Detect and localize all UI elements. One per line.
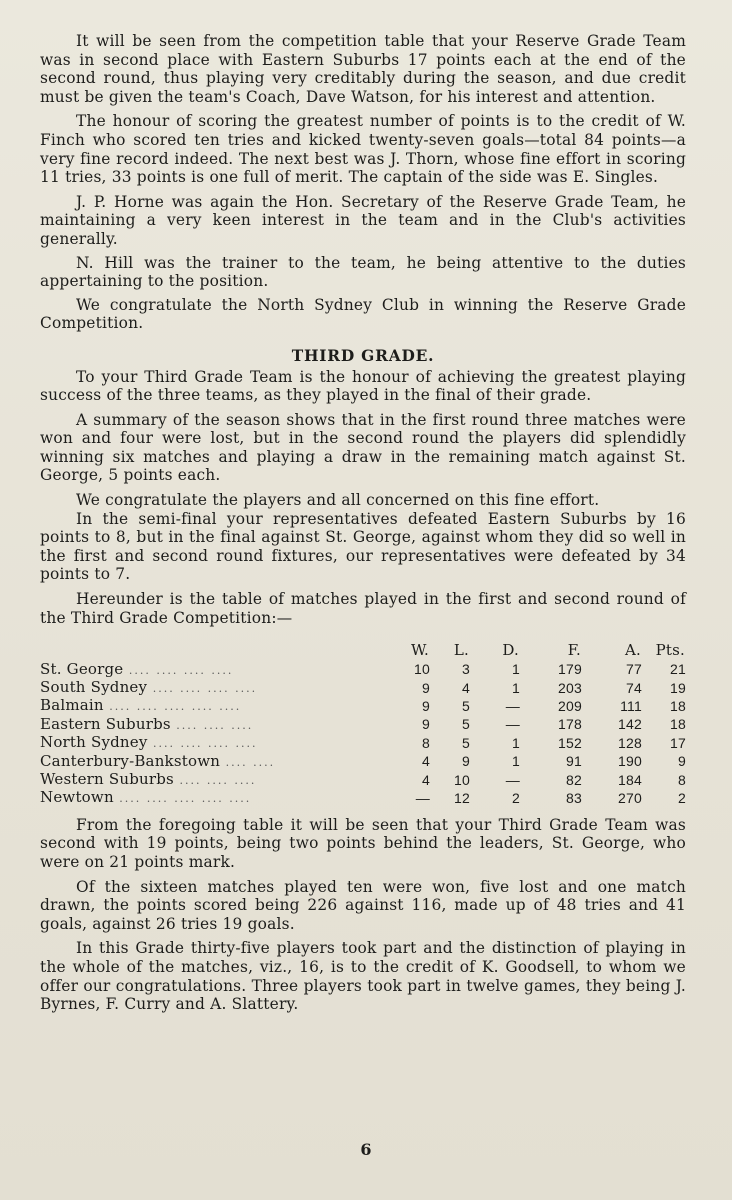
reserve-paragraph-1: It will be seen from the competition table that your Reserve Grade Team was in second place with Eastern Suburbs 17 points each at the end of the second round, thus playing very creditably during the season, and due credit must be given the team's Coach, Dave Watson, for his interest and attention. bbox=[40, 32, 686, 106]
cell-pts: 18 bbox=[670, 697, 686, 714]
page-content bbox=[40, 32, 686, 1020]
cell-w: 9 bbox=[422, 679, 430, 696]
cell-f: 82 bbox=[566, 771, 582, 788]
header-drawn: D. bbox=[502, 641, 519, 660]
cell-a: 77 bbox=[626, 661, 642, 678]
cell-l: 12 bbox=[454, 789, 470, 806]
team-name-text: Western Suburbs bbox=[40, 770, 174, 789]
third-paragraph-1: To your Third Grade Team is the honour of achieving the greatest playing success of the three teams, as they played in the final of their grade. bbox=[40, 367, 686, 405]
team-name bbox=[40, 789, 384, 807]
team-name-text: St. George bbox=[40, 659, 124, 678]
leader-dots: .... .... .... bbox=[170, 718, 254, 732]
third-paragraph-3: We congratulate the players and all concerned on this fine effort. bbox=[76, 491, 600, 510]
reserve-paragraph-4: N. Hill was the trainer to the team, he being attentive to the duties appertaining to the position. bbox=[40, 253, 686, 291]
table-row bbox=[40, 734, 686, 752]
cell-l: 10 bbox=[454, 771, 470, 788]
after-paragraph-1: From the foregoing table it will be seen that your Third Grade Team was second with 19 points, being two points behind the leaders, St. George, who were on 21 points mark. bbox=[40, 815, 686, 872]
cell-a: 111 bbox=[620, 697, 642, 714]
table-row bbox=[40, 661, 686, 679]
cell-a: 74 bbox=[626, 679, 642, 696]
after-paragraph-3: In this Grade thirty-five players took part and the distinction of playing in the whole of the matches, viz., 16, is to the credit of K. Goodsell, to whom we offer our congratulations. Three players took part in twelve games, they being J. Byrnes, F. Curry and A. Slattery. bbox=[40, 939, 686, 1014]
cell-f: 152 bbox=[558, 734, 582, 751]
cell-pts: 8 bbox=[678, 771, 686, 788]
cell-a: 190 bbox=[618, 753, 642, 770]
table-body bbox=[40, 661, 686, 808]
cell-w: 9 bbox=[422, 716, 430, 733]
reserve-paragraph-2: The honour of scoring the greatest number of points is to the credit of W. Finch who scored ten tries and kicked twenty-seven goals—total 84 points—a very fine record indeed. The next best was J. Thorn, whose fine effort in scoring 11 tries, 33 points is one full of merit. The captain of the side was E. Singles. bbox=[40, 112, 686, 187]
leader-dots: .... .... .... bbox=[173, 774, 257, 788]
team-name-text: Eastern Suburbs bbox=[40, 714, 171, 733]
cell-l: 3 bbox=[462, 661, 470, 678]
cell-l: 9 bbox=[462, 753, 470, 770]
cell-pts: 19 bbox=[670, 679, 686, 696]
reserve-paragraph-3: J. P. Horne was again the Hon. Secretary of the Reserve Grade Team, he maintaining a very keen interest in the team and in the Club's activities generally. bbox=[40, 192, 686, 248]
cell-w: 9 bbox=[422, 697, 430, 714]
team-name bbox=[40, 771, 384, 789]
leader-dots: .... .... .... .... bbox=[147, 682, 258, 696]
cell-pts: 17 bbox=[670, 734, 686, 751]
cell-f: 91 bbox=[566, 753, 582, 770]
cell-f: 203 bbox=[558, 679, 582, 696]
team-name bbox=[40, 734, 384, 752]
third-paragraph-2: A summary of the season shows that in the first round three matches were won and four were lost, but in the second round the players did splendidly winning six matches and playing a draw in the remaining match against St. George, 5 points each. bbox=[40, 410, 686, 485]
table-row bbox=[40, 679, 686, 697]
header-won: W. bbox=[411, 641, 429, 660]
third-paragraph-4: In the semi-final your representatives defeated Eastern Suburbs by 16 points to 8, but in the final against St. George, against whom they did so well in the first and second round fixtures, our representatives were defeated by 34 points to 7. bbox=[40, 509, 686, 584]
header-lost: L. bbox=[453, 641, 469, 660]
team-name-text: Balmain bbox=[40, 696, 104, 715]
team-name-text: Canterbury-Bankstown bbox=[40, 751, 221, 770]
table-row bbox=[40, 753, 686, 771]
team-name-text: Newtown bbox=[40, 788, 114, 807]
third-paragraph-5: Hereunder is the table of matches played in the first and second round of the Third Grade Competition:— bbox=[40, 590, 686, 627]
cell-f: 179 bbox=[558, 661, 582, 678]
cell-pts: 21 bbox=[670, 661, 686, 678]
table-row bbox=[40, 789, 686, 807]
team-name bbox=[40, 716, 384, 734]
cell-w: — bbox=[415, 789, 430, 806]
cell-pts: 9 bbox=[678, 753, 686, 770]
cell-w: 10 bbox=[414, 661, 430, 678]
cell-l: 4 bbox=[462, 679, 470, 696]
cell-d: — bbox=[505, 697, 520, 714]
team-name-text: South Sydney bbox=[40, 678, 148, 697]
table-row bbox=[40, 716, 686, 734]
cell-w: 8 bbox=[422, 734, 430, 751]
cell-a: 270 bbox=[618, 789, 642, 806]
team-name bbox=[40, 679, 384, 697]
cell-d: 2 bbox=[512, 789, 520, 806]
leader-dots: .... .... bbox=[220, 755, 276, 769]
cell-a: 128 bbox=[618, 734, 642, 751]
team-name bbox=[40, 697, 384, 715]
header-against: A. bbox=[624, 641, 641, 660]
page-number: 6 bbox=[360, 1140, 372, 1159]
cell-f: 83 bbox=[566, 789, 582, 806]
cell-pts: 18 bbox=[670, 716, 686, 733]
cell-l: 5 bbox=[462, 697, 470, 714]
team-name bbox=[40, 661, 384, 679]
cell-d: — bbox=[505, 716, 520, 733]
cell-f: 178 bbox=[558, 716, 582, 733]
leader-dots: .... .... .... .... bbox=[123, 663, 234, 677]
reserve-paragraph-5: We congratulate the North Sydney Club in winning the Reserve Grade Competition. bbox=[40, 295, 686, 333]
table-row bbox=[40, 697, 686, 715]
leader-dots: .... .... .... .... bbox=[147, 737, 258, 751]
cell-pts: 2 bbox=[678, 789, 686, 806]
table-header-row bbox=[40, 641, 686, 660]
cell-f: 209 bbox=[558, 697, 582, 714]
team-name-text: North Sydney bbox=[40, 733, 148, 752]
after-paragraph-2: Of the sixteen matches played ten were won, five lost and one match drawn, the points scored being 226 against 116, made up of 48 tries and 41 goals, against 26 tries 19 goals. bbox=[40, 877, 686, 933]
cell-w: 4 bbox=[422, 753, 430, 770]
header-for: F. bbox=[567, 641, 581, 660]
third-grade-heading: THIRD GRADE. bbox=[291, 346, 435, 365]
cell-d: — bbox=[505, 771, 520, 788]
cell-d: 1 bbox=[512, 734, 520, 751]
cell-w: 4 bbox=[422, 771, 430, 788]
leader-dots: .... .... .... .... .... bbox=[103, 700, 242, 714]
cell-d: 1 bbox=[512, 753, 520, 770]
header-points: Pts. bbox=[655, 641, 685, 660]
cell-a: 184 bbox=[618, 771, 642, 788]
cell-l: 5 bbox=[462, 716, 470, 733]
cell-d: 1 bbox=[512, 679, 520, 696]
cell-d: 1 bbox=[512, 661, 520, 678]
leader-dots: .... .... .... .... .... bbox=[113, 792, 252, 806]
team-name bbox=[40, 753, 384, 771]
cell-l: 5 bbox=[462, 734, 470, 751]
table-row bbox=[40, 771, 686, 789]
third-grade-table bbox=[40, 641, 686, 808]
cell-a: 142 bbox=[618, 716, 642, 733]
